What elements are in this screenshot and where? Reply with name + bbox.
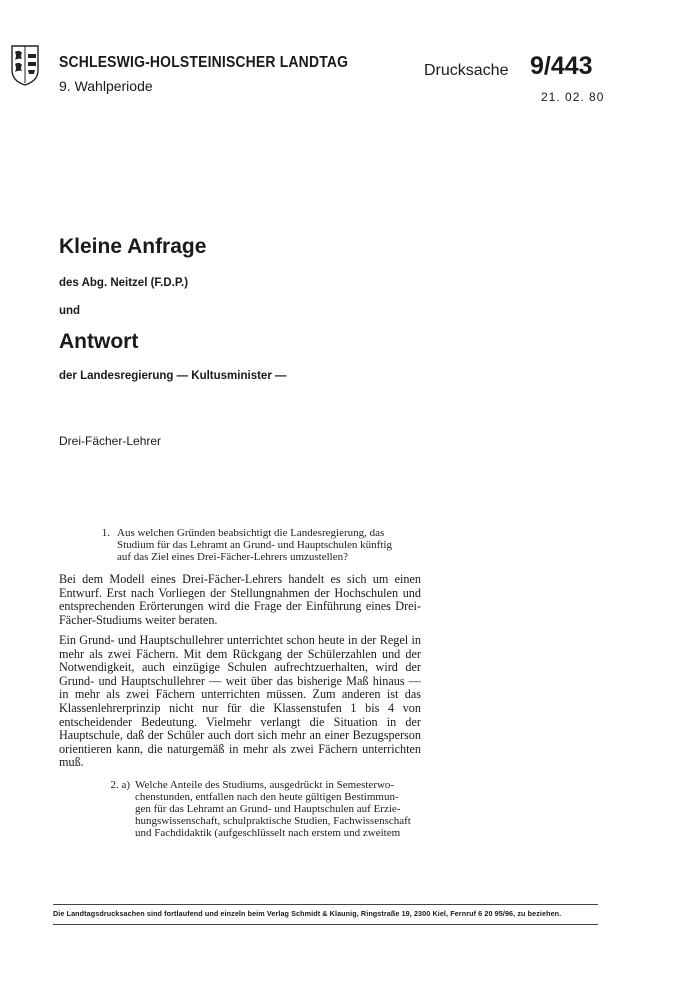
title-kleine-anfrage: Kleine Anfrage <box>59 235 207 258</box>
respondent-line: der Landesregierung — Kultusminister — <box>59 370 287 382</box>
question-line: auf das Ziel eines Drei-Fächer-Lehrers umzustellen? <box>117 551 348 563</box>
coat-of-arms-icon <box>10 44 40 86</box>
footer-distribution-note: Die Landtagsdrucksachen sind fortlaufend und einzeln beim Verlag Schmidt & Klaunig, Ringstraße 19, 2300 Kiel, Fernruf 6 20 95/96, zu beziehen. <box>53 909 562 918</box>
question-line: chenstunden, entfallen nach den heute gültigen Bestimmun- <box>135 791 399 803</box>
organization-name: SCHLESWIG-HOLSTEINISCHER LANDTAG <box>59 54 349 71</box>
question-1-number: 1. <box>101 527 110 539</box>
question-line: gen für das Lehramt an Grund- und Hauptschulen auf Erzie- <box>135 803 401 815</box>
conjunction-text: und <box>59 305 81 317</box>
document-number: 9/443 <box>530 52 593 80</box>
question-line: Welche Anteile des Studiums, ausgedrückt in Semesterwo- <box>135 779 395 791</box>
title-antwort: Antwort <box>59 330 139 353</box>
question-2-text <box>135 779 420 839</box>
question-1-text <box>117 527 417 563</box>
question-line: Studium für das Lehramt an Grund- und Hauptschulen künftig <box>117 539 392 551</box>
footer-rule-bottom <box>53 924 598 925</box>
document-label: Drucksache <box>424 62 509 79</box>
document-date: 21. 02. 80 <box>541 90 605 104</box>
inquirer-line: des Abg. Neitzel (F.D.P.) <box>59 277 189 289</box>
answer-paragraph-1: Bei dem Modell eines Drei-Fächer-Lehrers handelt es sich um einen Entwurf. Erst nach Vorliegen der Stellungnahmen der Hochschulen und entsprechenden Erörterungen wird die Frage der Einführung eines Drei-Fächer-Studiums weiter beraten. <box>59 572 421 627</box>
question-2-number: 2. a) <box>110 779 130 791</box>
question-line: hungswissenschaft, schulpraktische Studien, Fachwissenschaft <box>135 815 411 827</box>
footer-rule-top <box>53 904 598 905</box>
election-period: 9. Wahlperiode <box>59 78 153 94</box>
question-line: Aus welchen Gründen beabsichtigt die Landesregierung, das <box>117 527 385 539</box>
answer-paragraph-2: Ein Grund- und Hauptschullehrer unterrichtet schon heute in der Regel in mehr als zwei Fächern. Mit dem Rückgang der Schülerzahlen und der Notwendigkeit, auch einzügige Schulen aufrechtzuerhalten, wird der Grund- und Hauptschullehrer — weit über das bisherige Maß hinaus — in mehr als zwei Fächern unterrichten müssen. Zum anderen ist das Klassenlehrerprinzip nicht nur für die Klassenstufen 1 bis 4 von entscheidender Bedeutung. Vielmehr verlangt die Situation in der Hauptschule, daß der Schüler auch dort sich mehr an einer Bezugsperson orientieren kann, die naturgemäß in mehr als zwei Fächern unterrichten muß. <box>59 633 421 770</box>
topic-title: Drei-Fächer-Lehrer <box>59 434 162 448</box>
question-line: und Fachdidaktik (aufgeschlüsselt nach erstem und zweitem <box>135 827 401 839</box>
